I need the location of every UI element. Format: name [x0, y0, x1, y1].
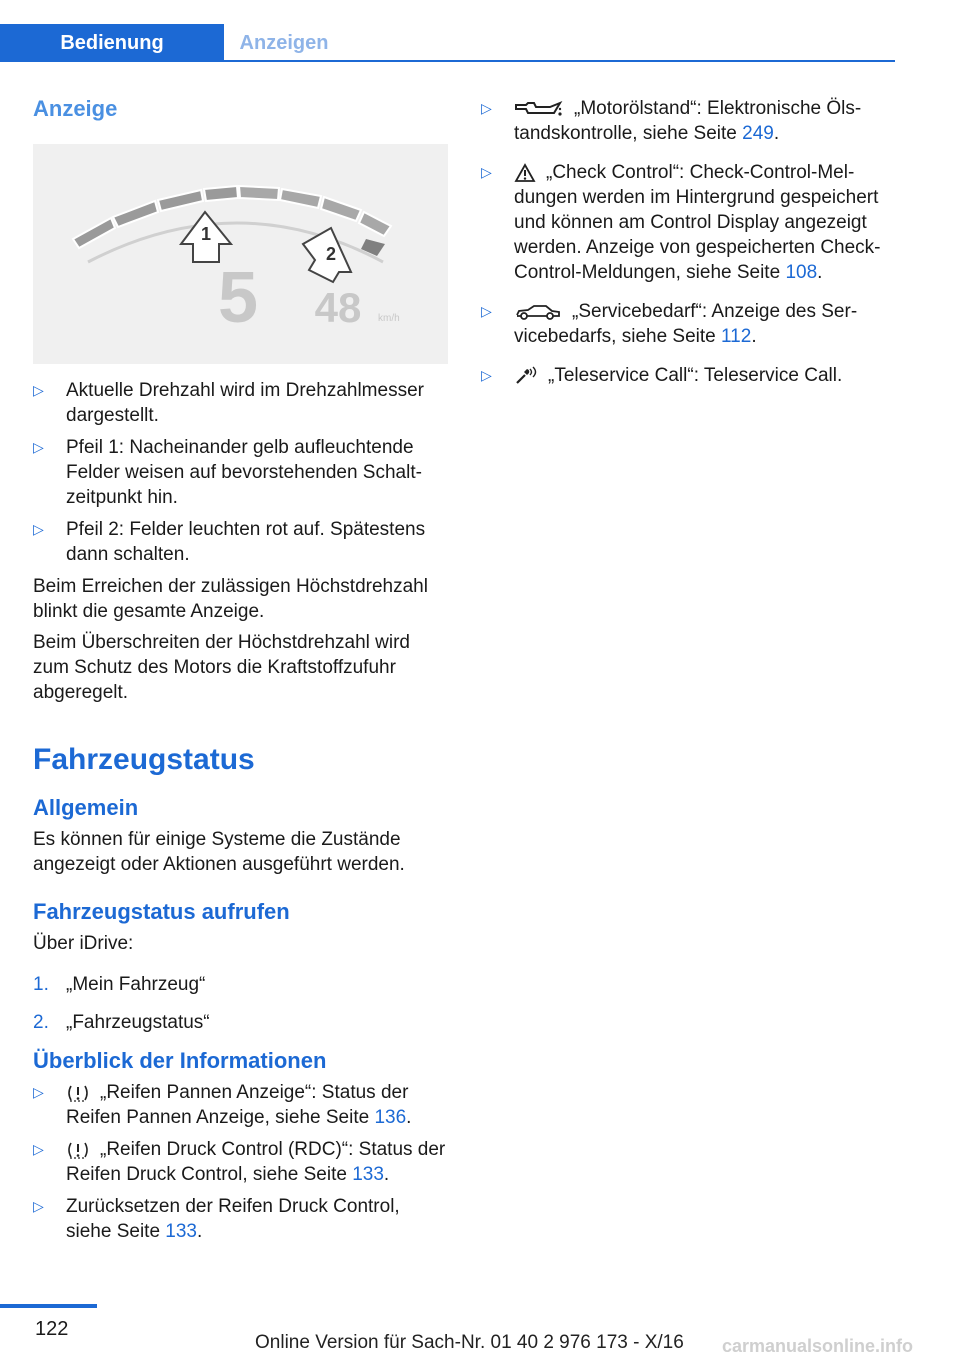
gear-number: 5	[217, 258, 259, 338]
tire-warning-icon	[66, 1083, 90, 1103]
watermark: carmanualsonline.info	[722, 1336, 914, 1356]
list-item: ▷ „Check Control“: Check-Control-Meldungen werden im Hintergrund gespeichert und können am Control Display angezeigt werden. Anzeige von gespeicherten Check-Control-Meldungen, siehe Seite 108.	[481, 162, 881, 283]
list-item: ▷ „Reifen Pannen Anzeige“: Status der Reifen Pannen Anzeige, siehe Seite 136.	[33, 1082, 412, 1128]
arrow-2-marker	[303, 228, 351, 282]
heading-anzeige: Anzeige	[33, 96, 118, 121]
bullet-triangle-icon: ▷	[481, 303, 492, 319]
steps-list	[33, 972, 449, 1035]
page-link-133[interactable]: 133	[352, 1164, 384, 1185]
list-item: ▷ „Motorölstand“: Elektronische Ölstandskontrolle, siehe Seite 249.	[481, 98, 862, 144]
list-item: ▷ „Servicebedarf“: Anzeige des Servicebedarfs, siehe Seite 112.	[481, 301, 858, 347]
list-item: ▷ Pfeil 2: Felder leuchten rot auf. Spätestens dann schalten.	[33, 519, 426, 565]
bullet-triangle-icon: ▷	[33, 1084, 44, 1100]
status-list	[481, 96, 895, 388]
page-link-136[interactable]: 136	[374, 1107, 407, 1128]
paragraph-ueberschreiten: Beim Überschreiten der Höchstdrehzahl wird zum Schutz des Motors die Kraftstoffzufuhr abgeregelt.	[33, 632, 410, 703]
bullet-triangle-icon: ▷	[481, 367, 492, 383]
arrow-1-marker	[181, 212, 231, 262]
bullet-triangle-icon: ▷	[481, 100, 492, 116]
list-item: ▷ Pfeil 1: Nacheinander gelb aufleuchtende Felder weisen auf bevorstehenden Schaltzeitpunkt hin.	[33, 437, 422, 508]
page-link-133[interactable]: 133	[165, 1221, 197, 1242]
page-link-112[interactable]: 112	[721, 326, 752, 347]
list-item: 1. „Mein Fahrzeug“	[33, 974, 206, 995]
bullet-triangle-icon: ▷	[481, 164, 492, 180]
footer-rule	[0, 1304, 97, 1308]
heading-ueberblick: Überblick der Informationen	[33, 1048, 327, 1073]
heading-fahrzeugstatus: Fahrzeugstatus	[33, 743, 255, 776]
rev-bullet-list	[33, 378, 449, 567]
tire-warning-icon	[66, 1140, 90, 1160]
speed-unit: km/h	[378, 313, 400, 324]
list-item: ▷ „Teleservice Call“: Teleservice Call.	[481, 365, 843, 386]
list-item: ▷ „Reifen Druck Control (RDC)“: Status der Reifen Druck Control, siehe Seite 133.	[33, 1139, 446, 1185]
heading-fahrzeugstatus-aufrufen: Fahrzeugstatus aufrufen	[33, 899, 290, 924]
bullet-triangle-icon: ▷	[33, 439, 44, 455]
bullet-triangle-icon: ▷	[33, 1141, 44, 1157]
list-item: ▷ Aktuelle Drehzahl wird im Drehzahlmesser dargestellt.	[33, 380, 424, 426]
rev-indicator-illustration	[33, 144, 448, 364]
online-version-note: Online Version für Sach-Nr. 01 40 2 976 173 - X/16	[255, 1332, 684, 1353]
page-link-108[interactable]: 108	[785, 262, 818, 283]
list-item: ▷ Zurücksetzen der Reifen Druck Control, siehe Seite 133.	[33, 1196, 400, 1242]
arrow-1-label: 1	[200, 224, 212, 244]
heading-allgemein: Allgemein	[33, 795, 139, 820]
page-number: 122	[35, 1318, 69, 1340]
right-column	[481, 96, 895, 395]
info-list	[33, 1080, 449, 1244]
paragraph-idrive: Über iDrive:	[33, 933, 134, 954]
left-column	[33, 96, 449, 1251]
bullet-triangle-icon: ▷	[33, 521, 44, 537]
bullet-triangle-icon: ▷	[33, 382, 44, 398]
arrow-2-label: 2	[325, 244, 337, 264]
oil-can-icon	[514, 99, 564, 119]
warning-triangle-icon	[514, 163, 536, 183]
paragraph-hoechstdrehzahl: Beim Erreichen der zulässigen Höchstdrehzahl blinkt die gesamte Anzeige.	[33, 576, 428, 622]
rev-indicator-figure	[33, 144, 448, 364]
speed-value: 48	[314, 284, 362, 331]
paragraph-allgemein: Es können für einige Systeme die Zustände angezeigt oder Aktionen ausgeführt werden.	[33, 829, 405, 875]
service-car-icon	[514, 302, 562, 322]
page-link-249[interactable]: 249	[742, 123, 774, 144]
list-item: 2. „Fahrzeugstatus“	[33, 1012, 210, 1033]
tab-anzeigen[interactable]: Anzeigen	[239, 31, 329, 54]
tab-bedienung[interactable]: Bedienung	[0, 24, 224, 62]
teleservice-wrench-icon	[514, 366, 538, 386]
bullet-triangle-icon: ▷	[33, 1198, 44, 1214]
header-tabs	[0, 24, 895, 62]
